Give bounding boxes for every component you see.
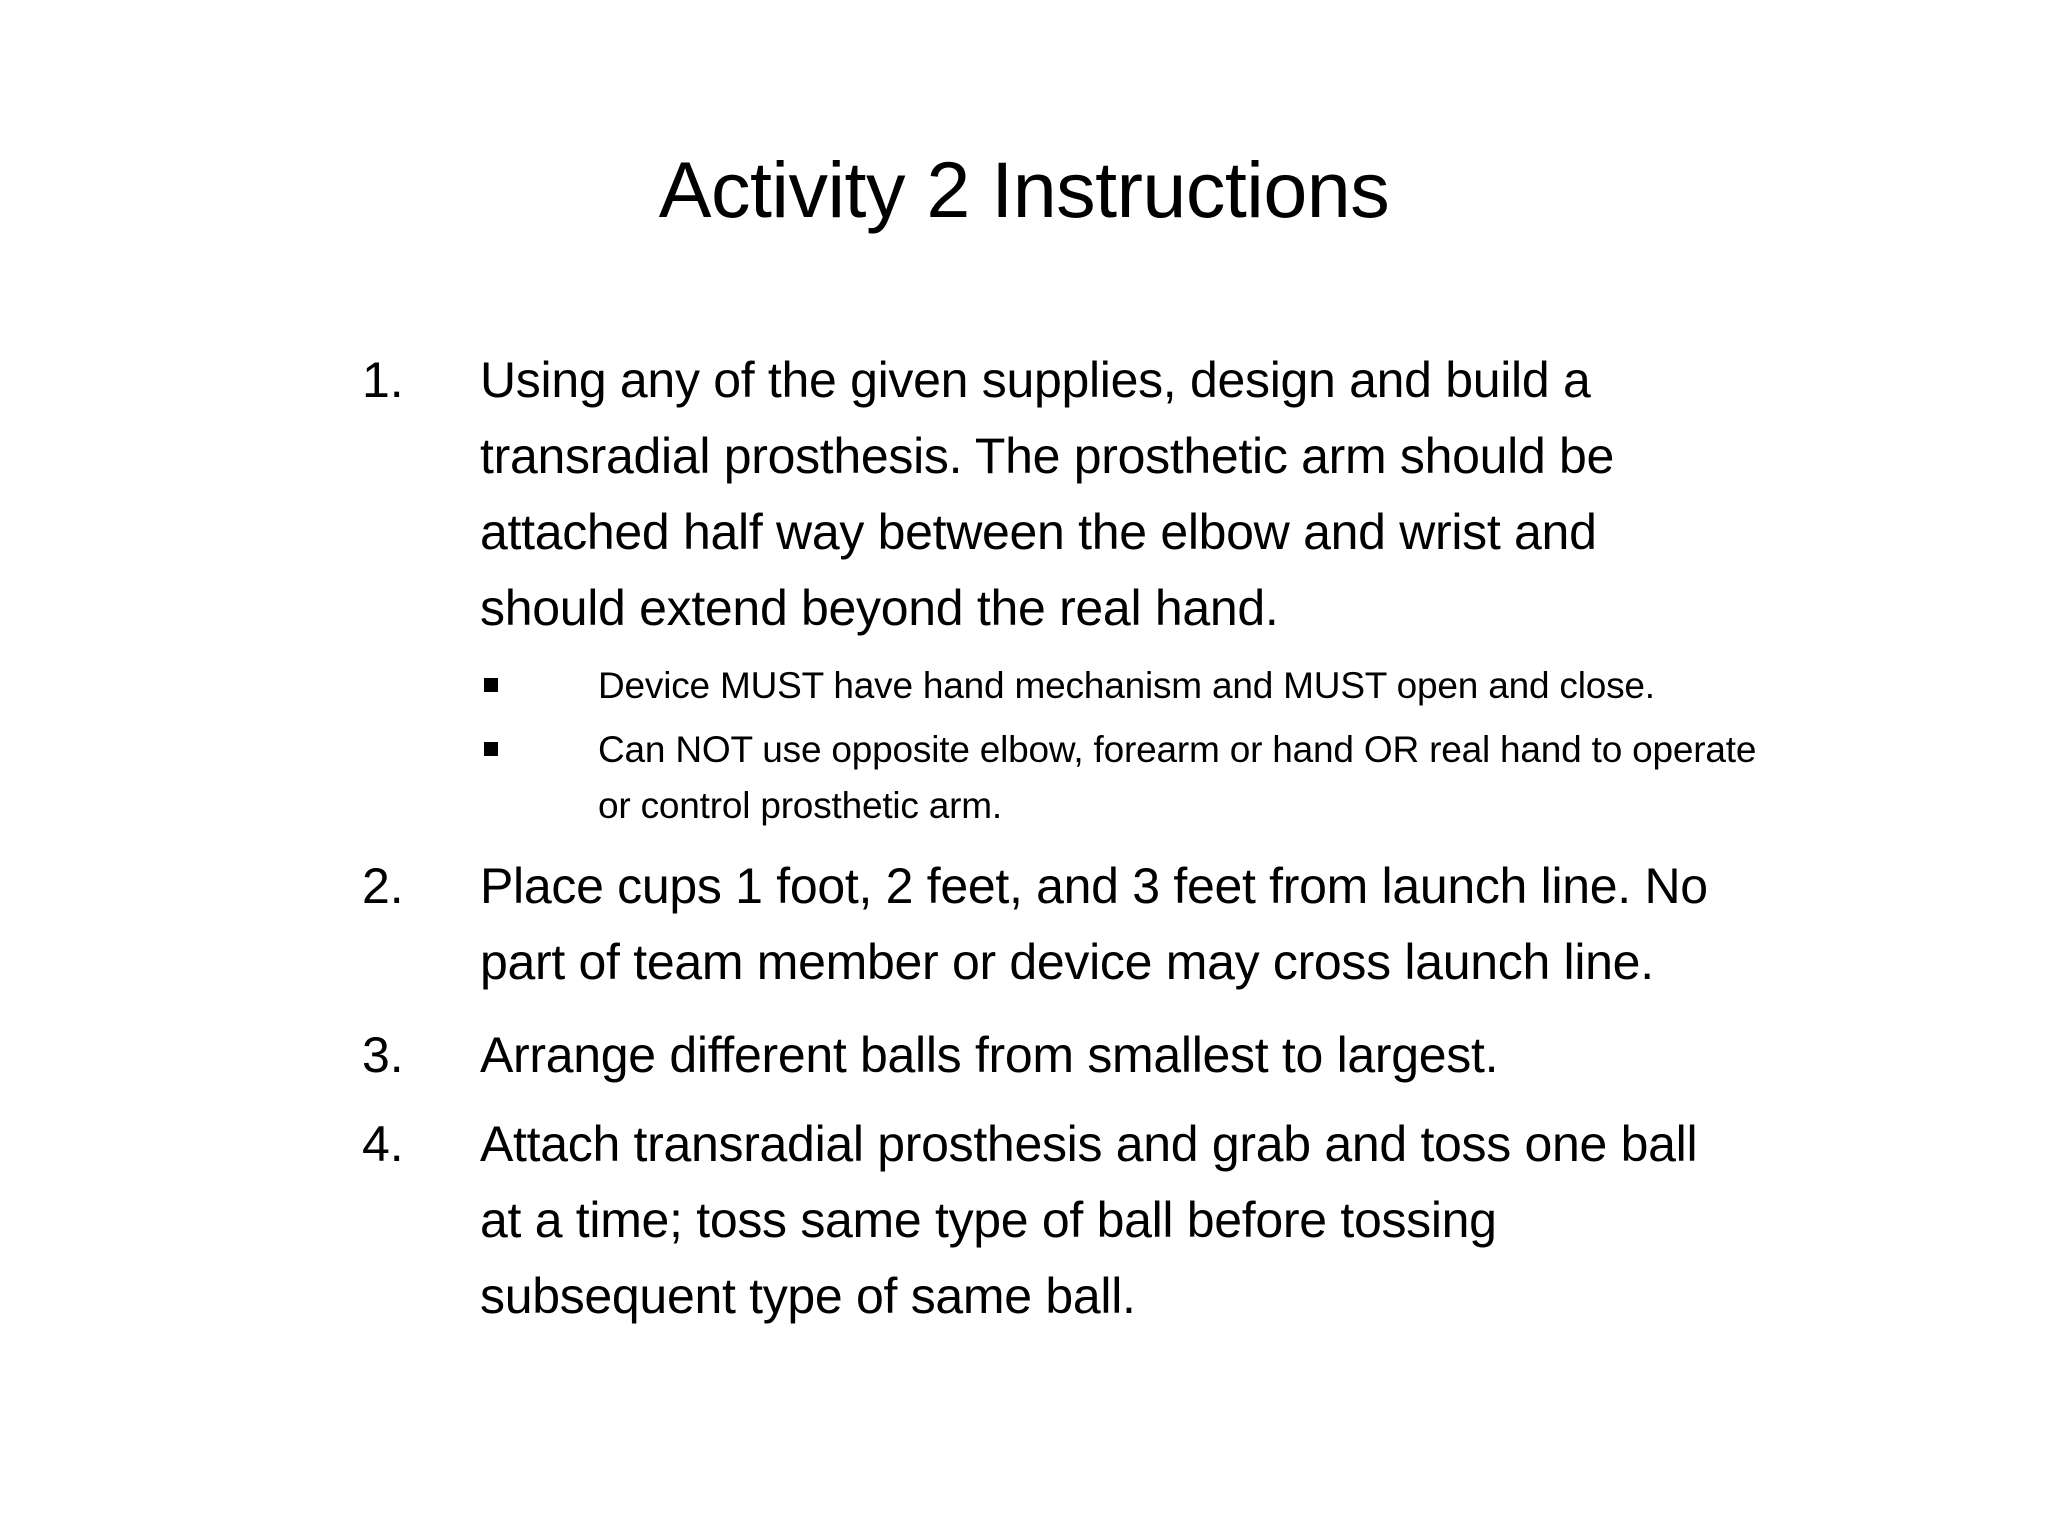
- item-number: 3.: [362, 1027, 404, 1083]
- sub-bullet-line: or control prosthetic arm.: [598, 785, 1003, 826]
- item-text-line: part of team member or device may cross launch line.: [480, 934, 1654, 990]
- item-text: [480, 1017, 1960, 1093]
- sub-bullet-line: Device MUST have hand mechanism and MUST open and close.: [598, 665, 1655, 706]
- item-text-line: transradial prosthesis. The prosthetic arm should be: [480, 428, 1615, 484]
- item-text-line: Arrange different balls from smallest to largest.: [480, 1027, 1499, 1083]
- sub-bullet-text: [598, 658, 1655, 714]
- item-text-line: attached half way between the elbow and wrist and: [480, 504, 1597, 560]
- square-bullet-icon: [484, 678, 498, 692]
- item-text-line: subsequent type of same ball.: [480, 1268, 1136, 1324]
- sub-bullet-line: Can NOT use opposite elbow, forearm or hand OR real hand to operate: [598, 729, 1757, 770]
- item-number: 2.: [362, 858, 404, 914]
- item-text-line: at a time; toss same type of ball before tossing: [480, 1192, 1497, 1248]
- item-text-line: Place cups 1 foot, 2 feet, and 3 feet from launch line. No: [480, 858, 1708, 914]
- item-number: 4.: [362, 1116, 404, 1172]
- item-text: [480, 1106, 1960, 1334]
- item-text: [480, 848, 1960, 1000]
- item-text-line: Using any of the given supplies, design and build a: [480, 352, 1591, 408]
- sub-bullet-text: [598, 722, 1756, 834]
- item-number: 1.: [362, 352, 404, 408]
- item-text-line: should extend beyond the real hand.: [480, 580, 1279, 636]
- square-bullet-icon: [484, 742, 498, 756]
- item-text-line: Attach transradial prosthesis and grab and toss one ball: [480, 1116, 1698, 1172]
- item-text: [480, 342, 1960, 646]
- slide-title: Activity 2 Instructions: [658, 145, 1390, 234]
